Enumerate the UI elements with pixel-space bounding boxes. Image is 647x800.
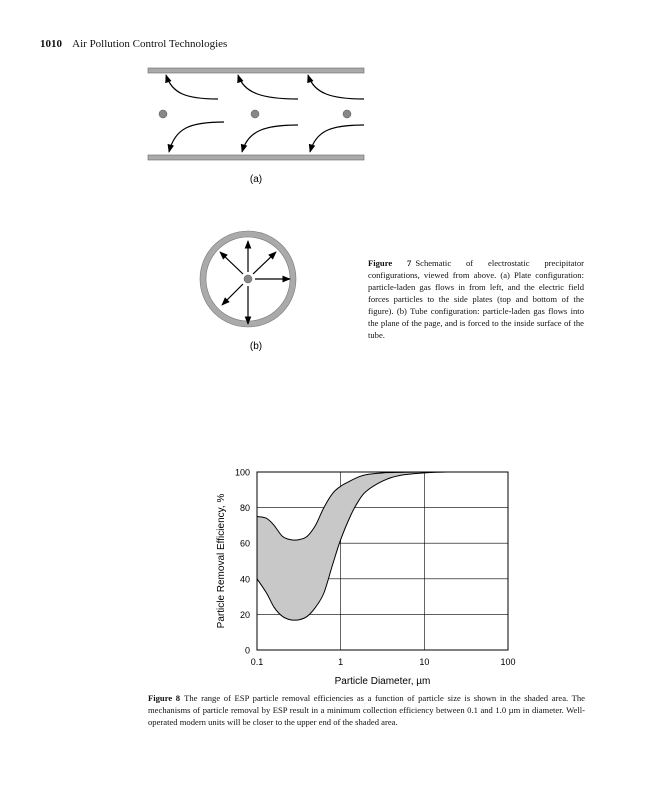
figure8-caption	[148, 692, 585, 728]
y-axis-label: Particle Removal Efficiency, %	[216, 493, 227, 629]
panel-b-label: (b)	[249, 341, 263, 352]
radial-arrow	[222, 284, 243, 305]
flow-arrow-up	[238, 75, 298, 99]
y-tick-label: 80	[239, 503, 250, 514]
x-tick-label: 100	[500, 657, 516, 667]
radial-arrow	[253, 252, 276, 274]
x-tick-label: 0.1	[250, 657, 264, 667]
discharge-electrode	[343, 110, 351, 118]
bottom-plate	[148, 155, 364, 160]
figure8-caption-text: The range of ESP particle removal efficiencies as a function of particle size is shown in the shaded area. The mechanisms of particle removal by ESP result in a minimum collection efficiency between 0.1 and 1.0 µm in diameter. Well-operated modern units will be closer to the upper end of the shaded area.	[148, 693, 585, 727]
y-tick-label: 100	[234, 467, 250, 478]
figure7-caption-label: Figure 7	[368, 258, 412, 268]
y-tick-label: 20	[239, 609, 250, 620]
figure7-caption	[368, 257, 584, 341]
discharge-electrode	[244, 275, 252, 283]
discharge-electrode	[251, 110, 259, 118]
efficiency-chart	[0, 440, 647, 690]
x-tick-label: 10	[419, 657, 430, 667]
x-tick-label: 1	[338, 657, 344, 667]
x-axis-label: Particle Diameter, µm	[334, 676, 431, 687]
y-tick-label: 60	[239, 538, 250, 549]
page-number: 1010	[40, 38, 62, 50]
y-tick-label: 0	[244, 645, 250, 656]
flow-arrow-up	[308, 75, 364, 99]
efficiency-band	[257, 472, 450, 620]
running-title: Air Pollution Control Technologies	[72, 38, 228, 50]
panel-a-label: (a)	[249, 174, 263, 185]
figure7-caption-text: Schematic of electrostatic precipitator configurations, viewed from above. (a) Plate configuration: particle-laden gas flows in from left, and the electric field forces particles to the side plates (top and bottom of the figure). (b) Tube configuration: particle-laden gas flows into the plane of the page, and is forced to the inside surface of the tube.	[368, 258, 584, 340]
top-plate	[148, 68, 364, 73]
y-tick-label: 40	[239, 574, 250, 585]
discharge-electrode	[159, 110, 167, 118]
figure8-caption-label: Figure 8	[148, 693, 181, 703]
flow-arrow-down	[169, 122, 224, 152]
flow-arrow-up	[166, 75, 218, 99]
flow-arrow-down	[242, 125, 298, 152]
radial-arrow	[220, 252, 243, 274]
flow-arrow-down	[310, 125, 364, 152]
